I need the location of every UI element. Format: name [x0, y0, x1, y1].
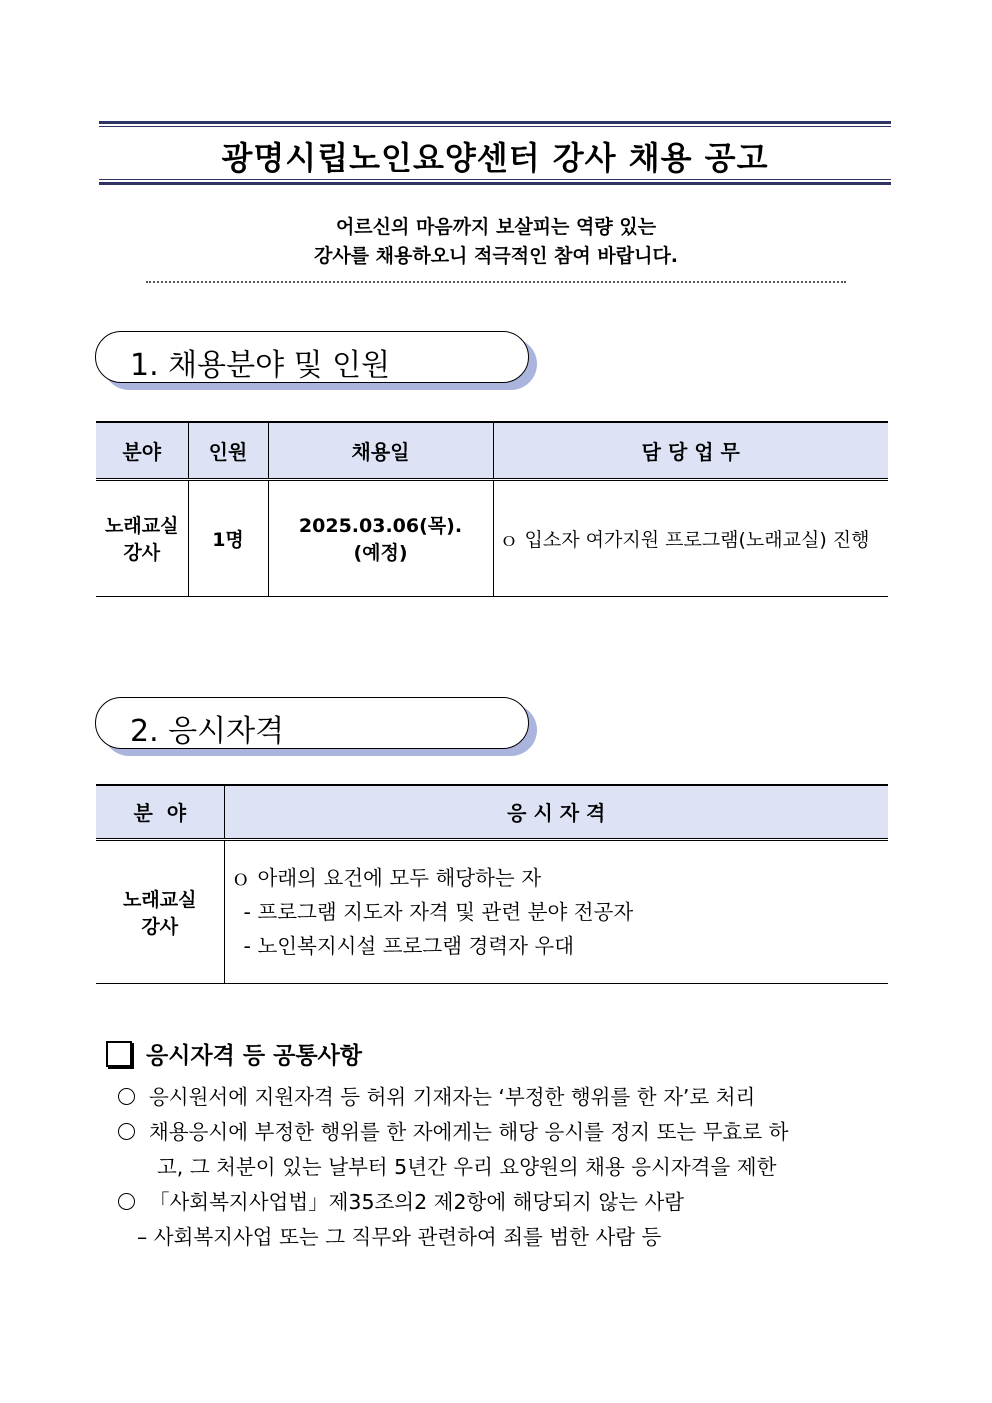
common-item-3-sub: – 사회복지사업 또는 그 직무와 관련하여 죄를 범한 사람 등	[137, 1225, 662, 1249]
common-item-3-text: 「사회복지사업법」제35조의2 제2항에 해당되지 않는 사람	[149, 1190, 685, 1214]
section2-heading-pill	[95, 697, 529, 749]
row-count: 1명	[188, 479, 268, 596]
row-field-line2: 강사	[123, 542, 161, 564]
row-duty: ｏ 입소자 여가지원 프로그램(노래교실) 진행	[493, 479, 888, 596]
dotted-divider	[146, 281, 846, 283]
title-top-rule	[99, 121, 891, 124]
title-bottom-rule	[99, 182, 891, 185]
q-row-field-line1: 노래교실	[123, 888, 197, 911]
common-heading	[106, 1037, 362, 1070]
intro-line-1: 어르신의 마음까지 보살피는 역량 있는	[335, 216, 657, 238]
q-header-qual: 응 시 자 격	[224, 785, 888, 839]
common-item-2-cont: 고, 그 처분이 있는 날부터 5년간 우리 요양원의 채용 응시자격을 제한	[157, 1155, 777, 1179]
header-date: 채용일	[268, 422, 493, 479]
title-top-thin-rule	[99, 126, 891, 127]
section1-heading: 1. 채용분야 및 인원	[130, 348, 391, 383]
header-count: 인원	[188, 422, 268, 479]
q-sub1: - 프로그램 지도자 자격 및 관련 분야 전공자	[230, 899, 634, 924]
common-item-1	[118, 1080, 755, 1110]
title-box	[99, 121, 891, 185]
common-item-2-text: 채용응시에 부정한 행위를 한 자에게는 해당 응시를 정지 또는 무효로 하	[149, 1120, 789, 1144]
page-title: 광명시립노인요양센터 강사 채용 공고	[221, 139, 769, 177]
q-row-qual	[224, 839, 888, 983]
common-item-1-text: 응시원서에 지원자격 등 허위 기재자는 ‘부정한 행위를 한 자’로 처리	[149, 1085, 756, 1109]
qualification-table-header	[96, 785, 888, 839]
row-date-line1: 2025.03.06(목).	[298, 515, 463, 537]
qualification-table	[96, 784, 888, 984]
checkbox-icon	[106, 1041, 132, 1067]
q-sub2: - 노인복지시설 프로그램 경력자 우대	[230, 933, 575, 958]
title-bottom-thin-rule	[99, 179, 891, 180]
common-item-3	[118, 1185, 684, 1215]
circle-bullet-icon	[118, 1123, 135, 1140]
recruit-table	[96, 421, 888, 597]
row-field	[96, 479, 188, 596]
row-date-line2: (예정)	[353, 542, 408, 564]
q-header-field: 분 야	[96, 785, 224, 839]
circle-bullet-icon	[118, 1193, 135, 1210]
qualification-table-row	[96, 839, 888, 983]
header-field: 분야	[96, 422, 188, 479]
common-item-2	[118, 1115, 788, 1145]
section1-heading-box	[95, 331, 529, 383]
section2-heading-box	[95, 697, 529, 749]
q-main: ｏ 아래의 요건에 모두 해당하는 자	[230, 865, 542, 890]
section2-heading: 2. 응시자격	[130, 714, 285, 749]
q-row-field	[96, 839, 224, 983]
row-date	[268, 479, 493, 596]
intro-line-2: 강사를 채용하오니 적극적인 참여 바랍니다.	[313, 245, 679, 267]
circle-bullet-icon	[118, 1088, 135, 1105]
recruit-table-row	[96, 479, 888, 596]
q-row-field-line2: 강사	[141, 915, 179, 938]
common-heading-text: 응시자격 등 공통사항	[146, 1043, 362, 1069]
section1-heading-pill	[95, 331, 529, 383]
row-field-line1: 노래교실	[105, 515, 179, 537]
recruit-table-header	[96, 422, 888, 479]
header-duty: 담 당 업 무	[493, 422, 888, 479]
